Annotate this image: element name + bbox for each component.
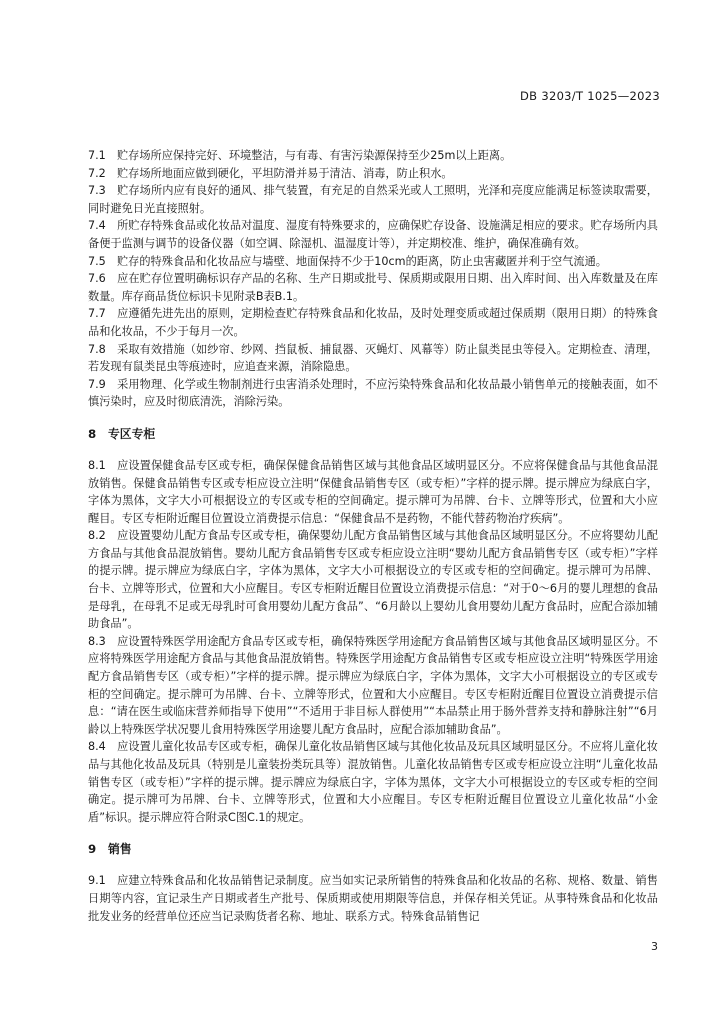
- standard-code: DB 3203/T 1025—2023: [520, 89, 660, 103]
- clause-8-4: 8.4 应设置儿童化妆品专区或专柜，确保儿童化妆品销售区域与其他化妆品及玩具区域明显区分。不应将儿童化妆品与其他化妆品及玩具（特别是儿童装扮类玩具等）混放销售。儿童化妆品销售专区或专柜应设立注明“儿童化妆品销售专区（或专柜）”字样的提示牌。提示牌应为绿底白字，字体为黑体，文字大小可根据设立的专区或专柜的空间确定。提示牌可为吊牌、台卡、立牌等形式，位置和大小应醒目。专区专柜附近醒目位置设立儿童化妆品“小金盾”标识。提示牌应符合附录C图C.1的规定。: [88, 740, 658, 824]
- clause-8-1: 8.1 应设置保健食品专区或专柜，确保保健食品销售区域与其他食品区域明显区分。不应将保健食品与其他食品混放销售。保健食品销售专区或专柜应设立注明“保健食品销售专区（或专柜）”字样的提示牌。提示牌应为绿底白字，字体为黑体，文字大小可根据设立的专区或专柜的空间确定。提示牌可为吊牌、台卡、立牌等形式，位置和大小应醒目。专区专柜附近醒目位置设立消费提示信息：“保健食品不是药物，不能代替药物治疗疾病”。: [88, 458, 658, 525]
- page-number: 3: [651, 940, 658, 953]
- clause-7-8: 7.8 采取有效措施（如纱帘、纱网、挡鼠板、捕鼠器、灭蝇灯、风幕等）防止鼠类昆虫等侵入。定期检查、清理，若发现有鼠类昆虫等痕迹时，应追查来源，消除隐患。: [88, 342, 658, 374]
- document-body: [88, 147, 658, 925]
- clause-9-1: 9.1 应建立特殊食品和化妆品销售记录制度。应当如实记录所销售的特殊食品和化妆品的名称、规格、数量、销售日期等内容，宜记录生产日期或者生产批号、保质期或使用期限等信息，并保存相关凭证。从事特殊食品和化妆品批发业务的经营单位还应当记录购货者名称、地址、联系方式。特殊食品销售记: [88, 874, 658, 923]
- clause-7-5: 7.5 贮存的特殊食品和化妆品应与墙壁、地面保持不少于10cm的距离，防止虫害藏匿并利于空气流通。: [88, 254, 607, 268]
- clause-7-1: 7.1 贮存场所应保持完好、环境整洁，与有毒、有害污染源保持至少25m以上距离。: [88, 149, 512, 162]
- clause-7-9: 7.9 采用物理、化学或生物制剂进行虫害消杀处理时，不应污染特殊食品和化妆品最小销售单元的接触表面，如不慎污染时，应及时彻底清洗，消除污染。: [88, 377, 658, 409]
- clause-8-2: 8.2 应设置婴幼儿配方食品专区或专柜，确保婴幼儿配方食品销售区域与其他食品区域明显区分。不应将婴幼儿配方食品与其他食品混放销售。婴幼儿配方食品销售专区或专柜应设立注明“婴幼儿配方食品销售专区（或专柜）”字样的提示牌。提示牌应为绿底白字，字体为黑体，文字大小可根据设立的专区或专柜的空间确定。提示牌可为吊牌、台卡、立牌等形式，位置和大小应醒目。专区专柜附近醒目位置设立消费提示信息：“对于0～6月的婴儿理想的食品是母乳，在母乳不足或无母乳时可食用婴幼儿配方食品”、“6月龄以上婴幼儿食用婴幼儿配方食品时，应配合添加辅助食品”。: [88, 529, 658, 631]
- clause-7-4: 7.4 所贮存特殊食品或化妆品对温度、湿度有特殊要求的，应确保贮存设备、设施满足相应的要求。贮存场所内具备便于监测与调节的设备仪器（如空调、除湿机、温湿度计等），并定期校准、维护，确保准确有效。: [88, 219, 658, 250]
- clause-7-2: 7.2 贮存场所地面应做到硬化，平坦防滑并易于清洁、消毒，防止积水。: [88, 166, 453, 180]
- section-9-heading: 9 销售: [88, 842, 132, 857]
- section-8-heading: 8 专区专柜: [88, 426, 156, 441]
- clause-7-3: 7.3 贮存场所内应有良好的通风、排气装置，有充足的自然采光或人工照明，光泽和亮度应能满足标签读取需要，同时避免日光直接照射。: [88, 184, 658, 215]
- clause-7-7: 7.7 应遵循先进先出的原则，定期检查贮存特殊食品和化妆品，及时处理变质或超过保质期（限用日期）的特殊食品和化妆品，不少于每月一次。: [88, 307, 658, 338]
- clause-8-3: 8.3 应设置特殊医学用途配方食品专区或专柜，确保特殊医学用途配方食品销售区域与其他食品区域明显区分。不应将特殊医学用途配方食品与其他食品混放销售。特殊医学用途配方食品销售专区或专柜应设立注明“特殊医学用途配方食品销售专区（或专柜）”字样的提示牌。提示牌应为绿底白字，字体为黑体，文字大小可根据设立的专区或专柜的空间确定。提示牌可为吊牌、台卡、立牌等形式，位置和大小应醒目。专区专柜附近醒目位置设立消费提示信息：“请在医生或临床营养师指导下使用”“不适用于非目标人群使用”“本品禁止用于肠外营养支持和静脉注射”“6月龄以上特殊医学状况婴儿食用特殊医学用途婴儿配方食品时，应配合添加辅助食品”。: [88, 634, 658, 736]
- clause-7-6: 7.6 应在贮存位置明确标识存产品的名称、生产日期或批号、保质期或限用日期、出入库时间、出入库数量及在库数量。库存商品货位标识卡见附录B表B.1。: [88, 272, 658, 303]
